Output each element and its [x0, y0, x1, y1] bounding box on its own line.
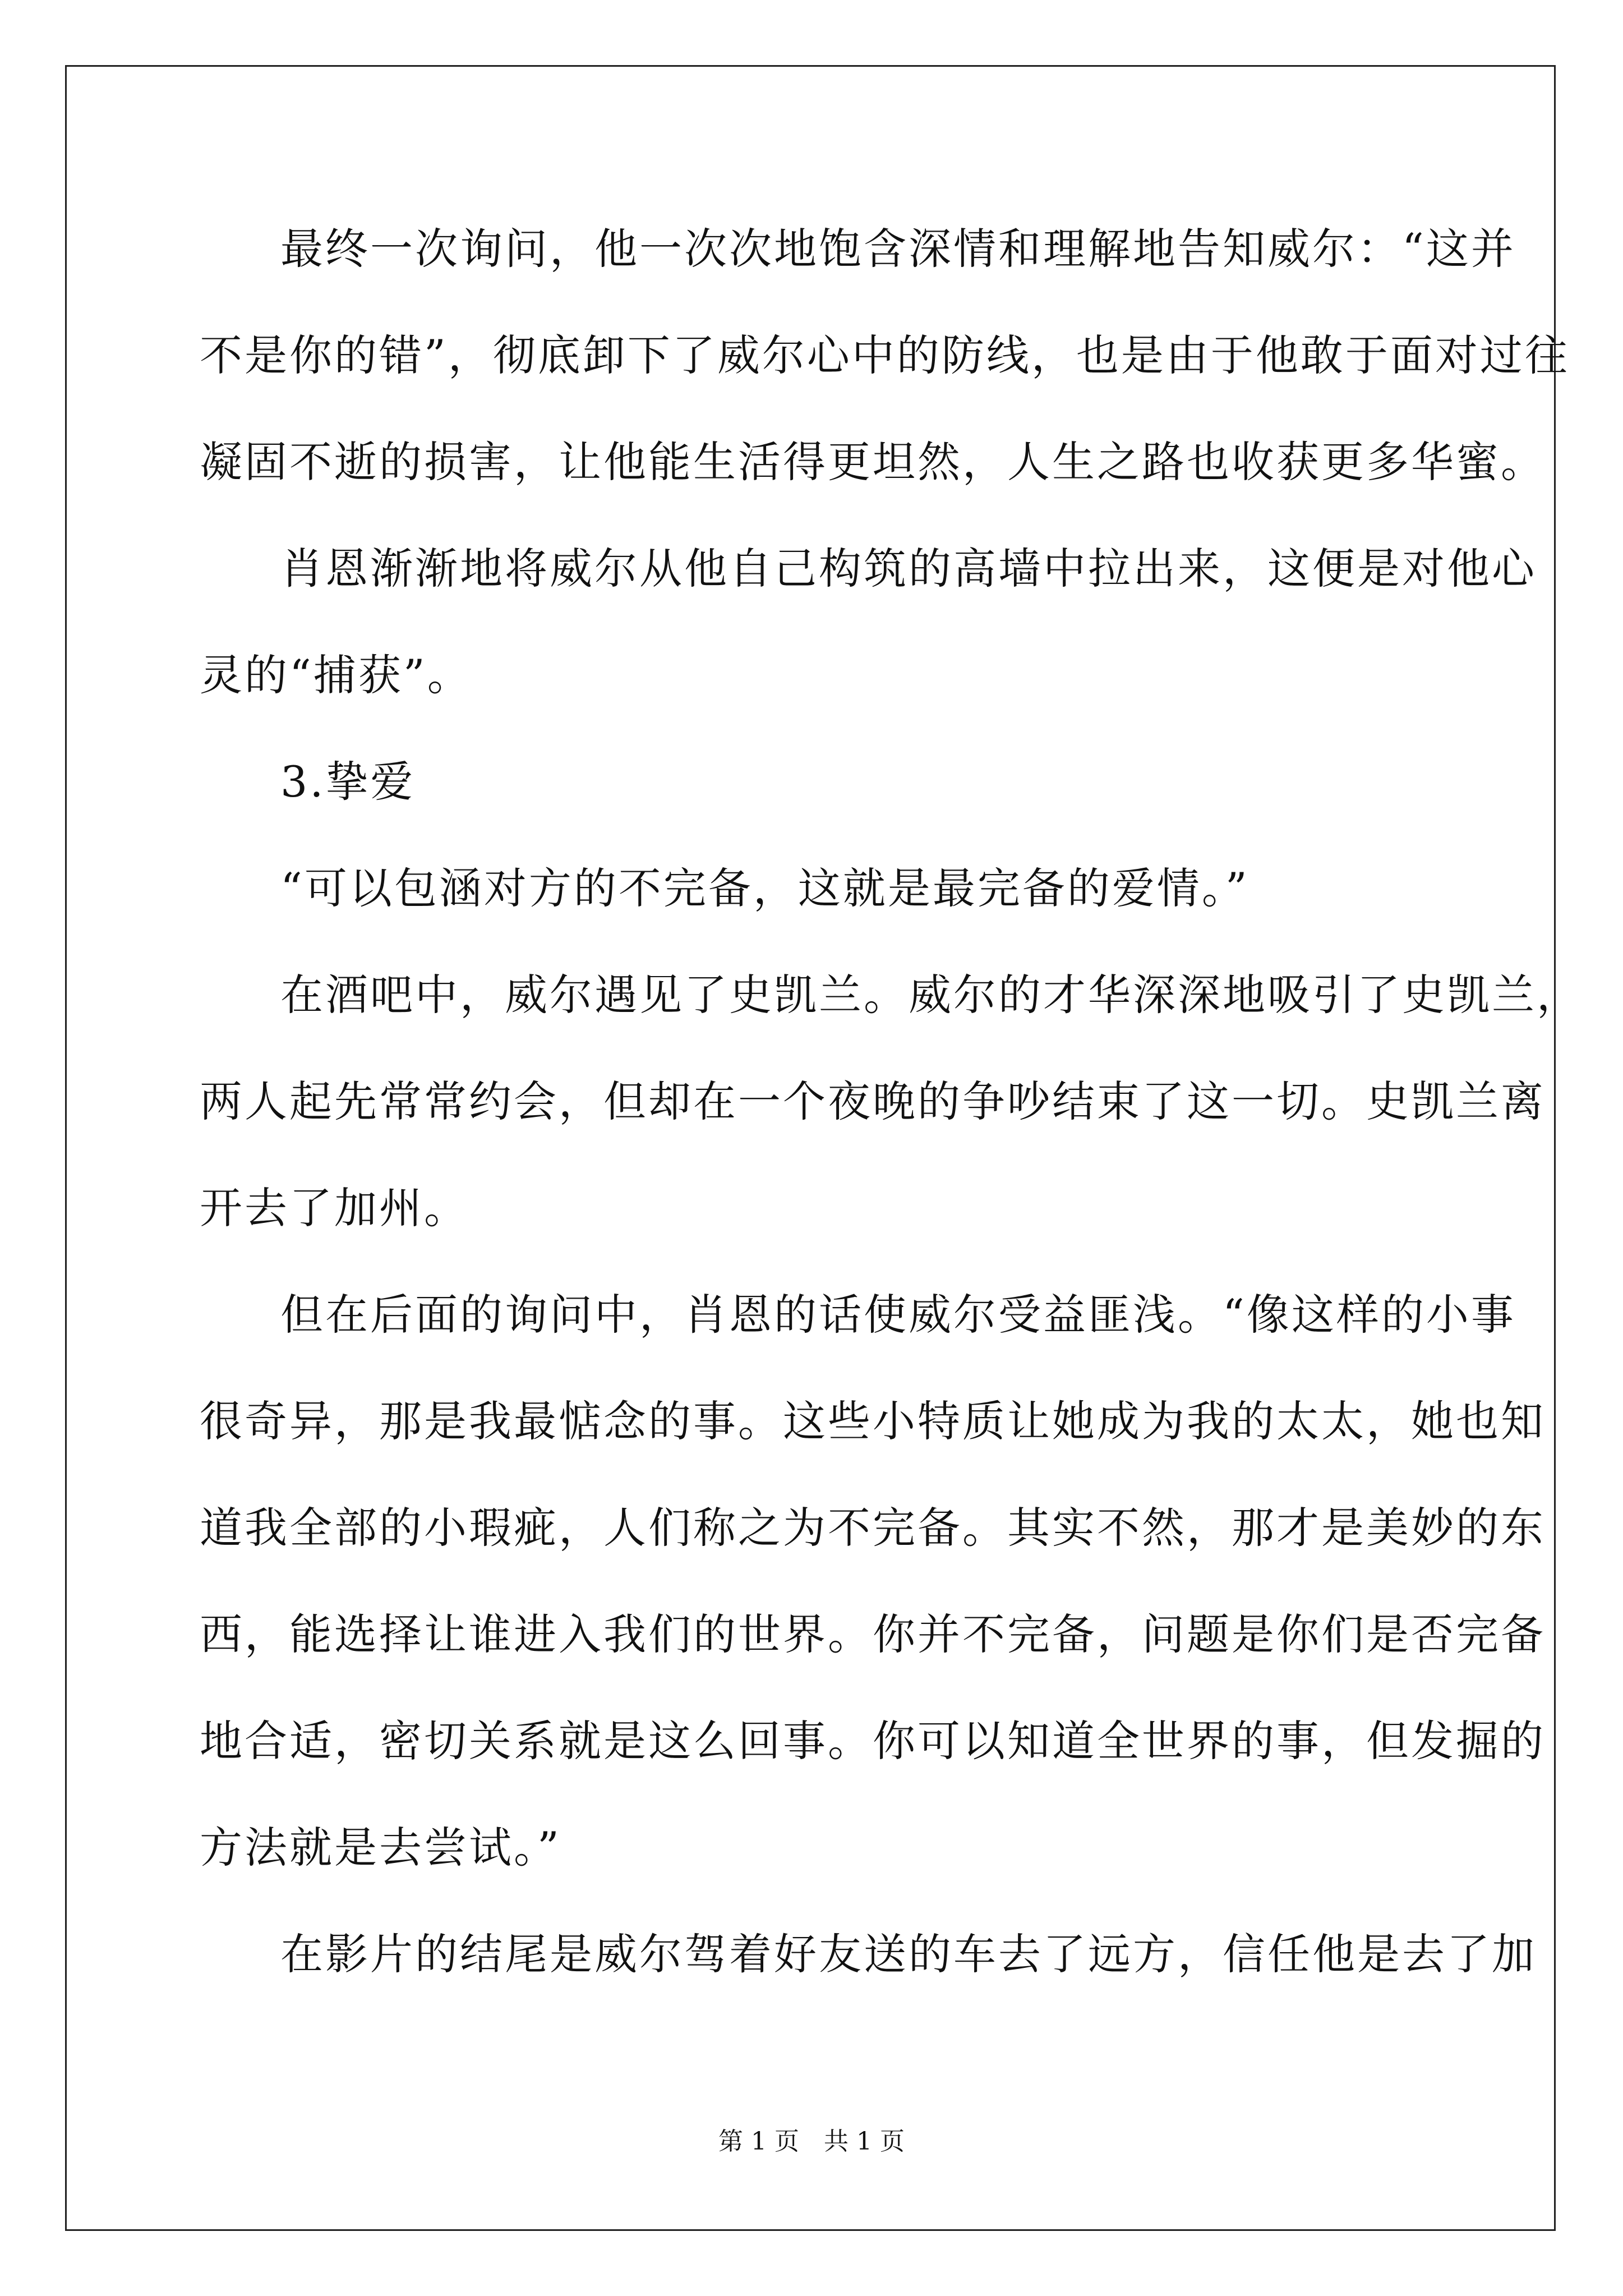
- text-line: 方法就是去尝试。”: [200, 1823, 561, 1872]
- text-line: 不是你的错”，彻底卸下了威尔心中的防线，也是由于他敢于面对过往: [200, 330, 1570, 380]
- text-line: 但在后面的询问中，肖恩的话使威尔受益匪浅。“像这样的小事: [280, 1290, 1516, 1340]
- text-line: 地合适，密切关系就是这么回事。你可以知道全世界的事，但发掘的: [200, 1716, 1546, 1766]
- section-heading: 3.挚爱: [280, 757, 416, 807]
- text-line: 两人起先常常约会，但却在一个夜晚的争吵结束了这一切。史凯兰离: [200, 1076, 1546, 1126]
- page-number-footer: 第 1 页 共 1 页: [718, 2127, 905, 2156]
- page-border: [65, 65, 1556, 2231]
- text-line: 道我全部的小瑕疵，人们称之为不完备。其实不然，那才是美妙的东: [200, 1503, 1546, 1553]
- text-line: 在酒吧中，威尔遇见了史凯兰。威尔的才华深深地吸引了史凯兰，: [280, 970, 1581, 1020]
- text-line: 灵的“捕获”。: [200, 650, 472, 700]
- text-line: 西，能选择让谁进入我们的世界。你并不完备，问题是你们是否完备: [200, 1609, 1546, 1659]
- text-line: 开去了加州。: [200, 1183, 469, 1233]
- text-line: 最终一次询问，他一次次地饱含深情和理解地告知威尔：“这并: [280, 224, 1516, 274]
- text-line: 凝固不逝的损害，让他能生活得更坦然，人生之路也收获更多华蜜。: [200, 437, 1546, 487]
- text-line: 肖恩渐渐地将威尔从他自己构筑的高墙中拉出来，这便是对他心: [280, 544, 1537, 593]
- text-line: 在影片的结尾是威尔驾着好友送的车去了远方，信任他是去了加: [280, 1929, 1537, 1979]
- quote-line: “可以包涵对方的不完备，这就是最完备的爱情。”: [280, 863, 1249, 913]
- text-line: 很奇异，那是我最惦念的事。这些小特质让她成为我的太太，她也知: [200, 1396, 1546, 1446]
